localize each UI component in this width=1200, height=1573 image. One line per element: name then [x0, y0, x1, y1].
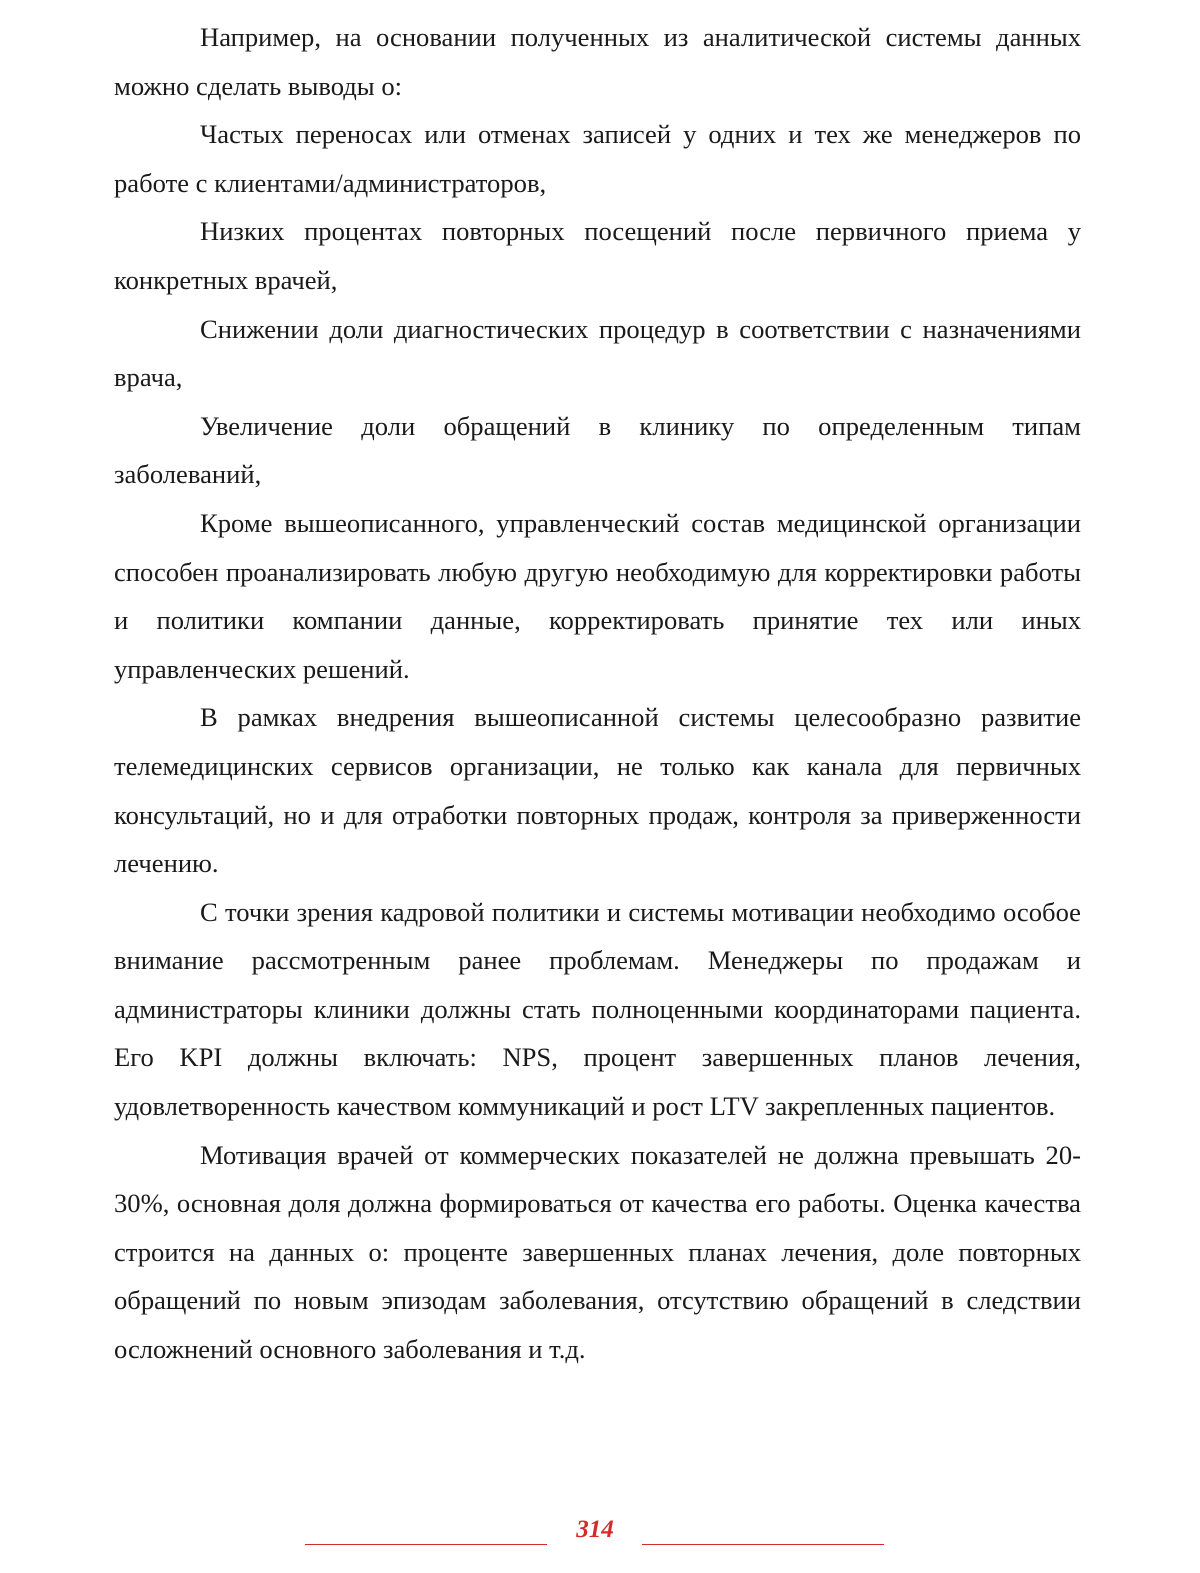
footer-rule-left	[305, 1544, 547, 1545]
paragraph-telemedicine: В рамках внедрения вышеописанной системы целесообразно развитие телемедицинских сервисов организации, не только как канала для первичных консультаций, но и для отработки повторных продаж, контроля за приверженности лечению.	[114, 702, 1081, 879]
paragraph-doctor-motivation: Мотивация врачей от коммерческих показателей не должна превышать 20-30%, основная доля должна формироваться от качества его работы. Оценка качества строится на данных о: проценте завершенных планах лечения, доле повторных обращений по новым эпизодам заболевания, отсутствию обращений в следствии осложнений основного заболевания и т.д.	[114, 1139, 1081, 1365]
paragraph-hr-policy: С точки зрения кадровой политики и системы мотивации необходимо особое внимание рассмотренным ранее проблемам. Менеджеры по продажам и администраторы клиники должны стать полноценными координаторами пациента. Его KPI должны включать: NPS, процент завершенных планов лечения, удовлетворенность качеством коммуникаций и рост LTV закрепленных пациентов.	[114, 896, 1081, 1122]
paragraph-diagnostics: Снижении доли диагностических процедур в соответствии с назначениями врача,	[114, 313, 1081, 393]
paragraph-conclusions-intro: Например, на основании полученных из аналитической системы данных можно сделать выводы о:	[114, 22, 1081, 101]
page-footer	[0, 1510, 1200, 1550]
page-number: 314	[576, 1516, 614, 1543]
paragraph-rescheduling: Частых переносах или отменах записей у одних и тех же менеджеров по работе с клиентами/администраторов,	[114, 119, 1081, 198]
paragraph-repeat-visits: Низких процентах повторных посещений после первичного приема у конкретных врачей,	[114, 216, 1081, 295]
footer-rule-right	[642, 1544, 884, 1545]
paragraph-disease-types: Увеличение доли обращений в клинику по определенным типам заболеваний,	[114, 410, 1081, 490]
paragraph-management-analysis: Кроме вышеописанного, управленческий состав медицинской организации способен проанализировать любую другую необходимую для корректировки работы и политики компании данные, корректировать принятие тех или иных управленческих решений.	[114, 507, 1081, 684]
body-text	[114, 13, 1081, 1374]
